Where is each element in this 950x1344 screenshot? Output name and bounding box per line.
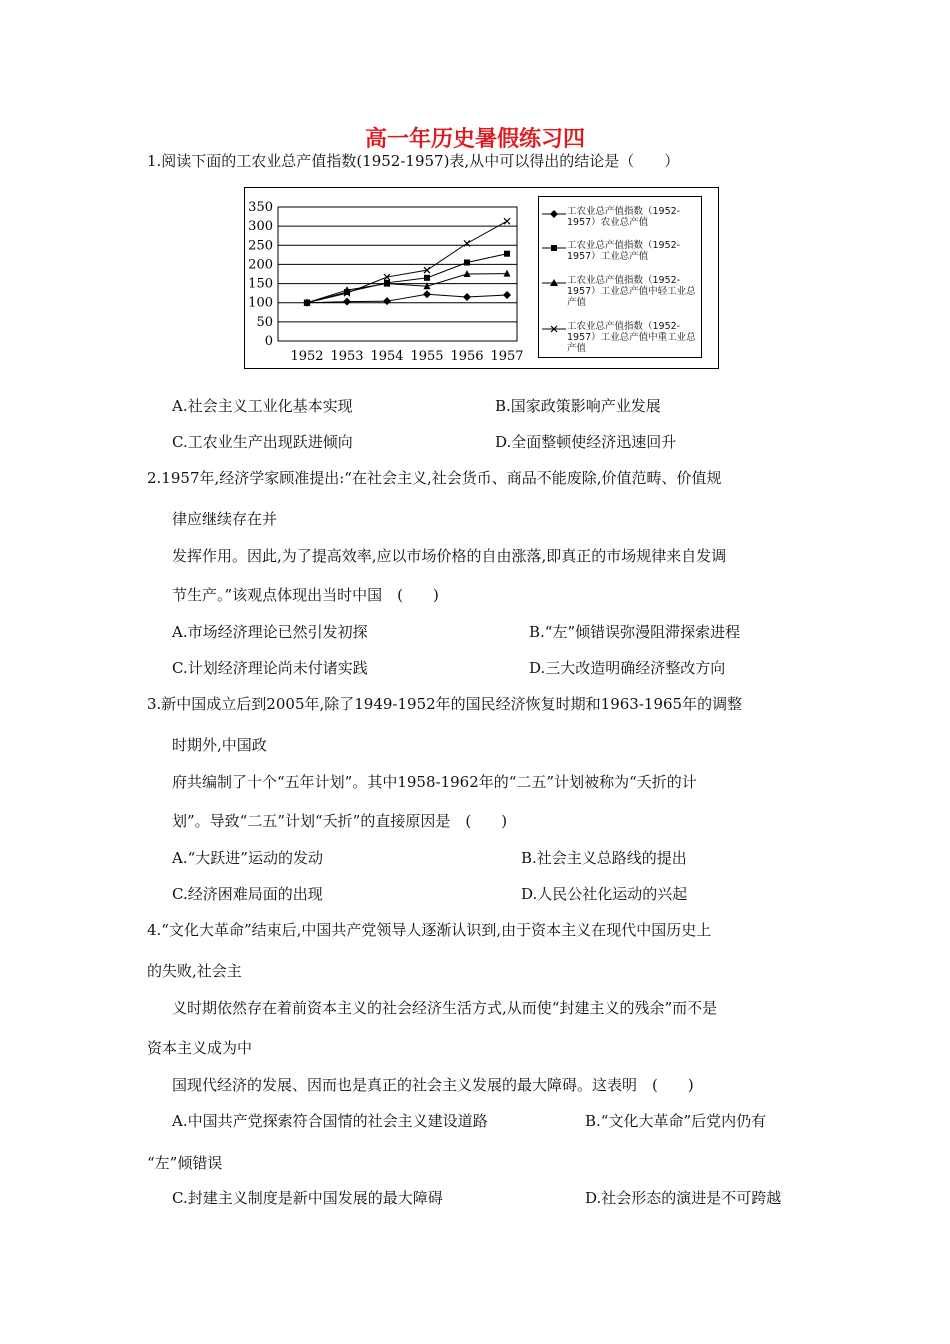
question-4-stem-line-4: 资本主义成为中: [147, 1039, 253, 1057]
series-line-4: [307, 221, 507, 303]
x-tick-label: 1957: [490, 349, 524, 364]
question-4-option-b-continued: “左”倾错误: [147, 1154, 223, 1172]
y-tick-label: 250: [248, 238, 273, 254]
question-4-stem-line-1: 4.“文化大革命”结束后,中国共产党领导人逐渐认识到,由于资本主义在现代中国历史上: [147, 921, 712, 939]
question-2-option-a: A.市场经济理论已然引发初探: [172, 623, 368, 641]
y-tick-label: 300: [248, 219, 273, 235]
y-tick-label: 200: [248, 257, 273, 273]
y-tick-label: 350: [248, 200, 273, 215]
y-tick-label: 0: [264, 334, 273, 349]
question-3-option-d: D.人民公社化运动的兴起: [521, 885, 688, 903]
page-title: 高一年历史暑假练习四: [364, 127, 585, 152]
y-tick-label: 150: [248, 276, 273, 292]
legend-label: 工农业总产值指数（1952-1957）工业总产值中重工业总产值: [567, 321, 696, 354]
question-3-stem-line-4: 划”。导致“二五”计划“夭折”的直接原因是 ( ): [172, 812, 508, 830]
question-3-stem-line-1: 3.新中国成立后到2005年,除了1949-1952年的国民经济恢复时期和1963-1965年的调整: [147, 695, 743, 713]
question-1-option-b: B.国家政策影响产业发展: [495, 397, 661, 415]
question-3-stem-line-3: 府共编制了十个“五年计划”。其中1958-1962年的“二五”计划被称为“夭折的计: [172, 773, 697, 791]
question-4-option-c: C.封建主义制度是新中国发展的最大障碍: [172, 1189, 443, 1207]
question-2-stem-line-3: 发挥作用。因此,为了提高效率,应以市场价格的自由涨落,即真正的市场规律来自发调: [172, 547, 727, 565]
legend-label: 工农业总产值指数（1952-1957）工业总产值: [567, 240, 681, 262]
x-point: [504, 218, 510, 224]
y-tick-label: 50: [256, 314, 273, 330]
diamond-point: [343, 298, 351, 306]
question-2-option-b: B.“左”倾错误弥漫阻滞探索进程: [529, 623, 741, 641]
diamond-point: [503, 291, 511, 299]
question-2-option-d: D.三大改造明确经济整改方向: [529, 659, 726, 677]
index-chart: [244, 187, 719, 369]
square-marker-icon: [542, 243, 566, 253]
x-tick-label: 1954: [370, 349, 404, 364]
diamond-point: [423, 290, 431, 298]
x-tick-label: 1956: [450, 349, 484, 364]
triangle-marker-icon: [542, 278, 566, 288]
question-2-option-c: C.计划经济理论尚未付诸实践: [172, 659, 368, 677]
square-point: [424, 275, 430, 281]
diamond-marker-icon: [542, 209, 566, 219]
question-4-stem-line-5: 国现代经济的发展、因而也是真正的社会主义发展的最大障碍。这表明 ( ): [172, 1076, 694, 1094]
question-2-stem-line-2: 律应继续存在并: [172, 510, 278, 528]
question-1-stem: 1.阅读下面的工农业总产值指数(1952-1957)表,从中可以得出的结论是（ ）: [147, 152, 680, 170]
question-4-option-d: D.社会形态的演进是不可跨越: [585, 1189, 782, 1207]
question-4-option-a: A.中国共产党探索符合国情的社会主义建设道路: [172, 1112, 488, 1130]
series-line-3: [307, 274, 507, 303]
square-point: [464, 260, 470, 266]
question-3-option-a: A.“大跃进”运动的发动: [172, 849, 323, 867]
question-3-stem-line-2: 时期外,中国政: [172, 736, 267, 754]
question-1-option-d: D.全面整顿使经济迅速回升: [495, 433, 677, 451]
diamond-point: [463, 293, 471, 301]
x-tick-label: 1953: [330, 349, 364, 364]
question-3-option-c: C.经济困难局面的出现: [172, 885, 323, 903]
x-marker-icon: [542, 324, 566, 334]
question-3-option-b: B.社会主义总路线的提出: [521, 849, 687, 867]
triangle-point: [504, 270, 511, 277]
legend-label: 工农业总产值指数（1952-1957）工业总产值中轻工业总产值: [567, 275, 696, 308]
legend-label: 工农业总产值指数（1952-1957）农业总产值: [567, 206, 681, 228]
diamond-point: [383, 297, 391, 305]
y-tick-label: 100: [248, 295, 273, 311]
question-1-option-a: A.社会主义工业化基本实现: [172, 397, 353, 415]
question-2-stem-line-1: 2.1957年,经济学家顾准提出:“在社会主义,社会货币、商品不能废除,价值范畴、价值规: [147, 469, 722, 487]
chart-legend: [538, 196, 702, 358]
x-tick-label: 1952: [290, 349, 324, 364]
question-4-stem-line-2: 的失败,社会主: [147, 962, 242, 980]
question-4-option-b: B.“文化大革命”后党内仍有: [585, 1112, 767, 1130]
square-point: [504, 251, 510, 257]
question-2-stem-line-4: 节生产。”该观点体现出当时中国 ( ): [172, 586, 439, 604]
question-4-stem-line-3: 义时期依然存在着前资本主义的社会经济生活方式,从而使“封建主义的残余”而不是: [172, 999, 718, 1017]
x-tick-label: 1955: [410, 349, 444, 364]
question-1-option-c: C.工农业生产出现跃进倾向: [172, 433, 353, 451]
